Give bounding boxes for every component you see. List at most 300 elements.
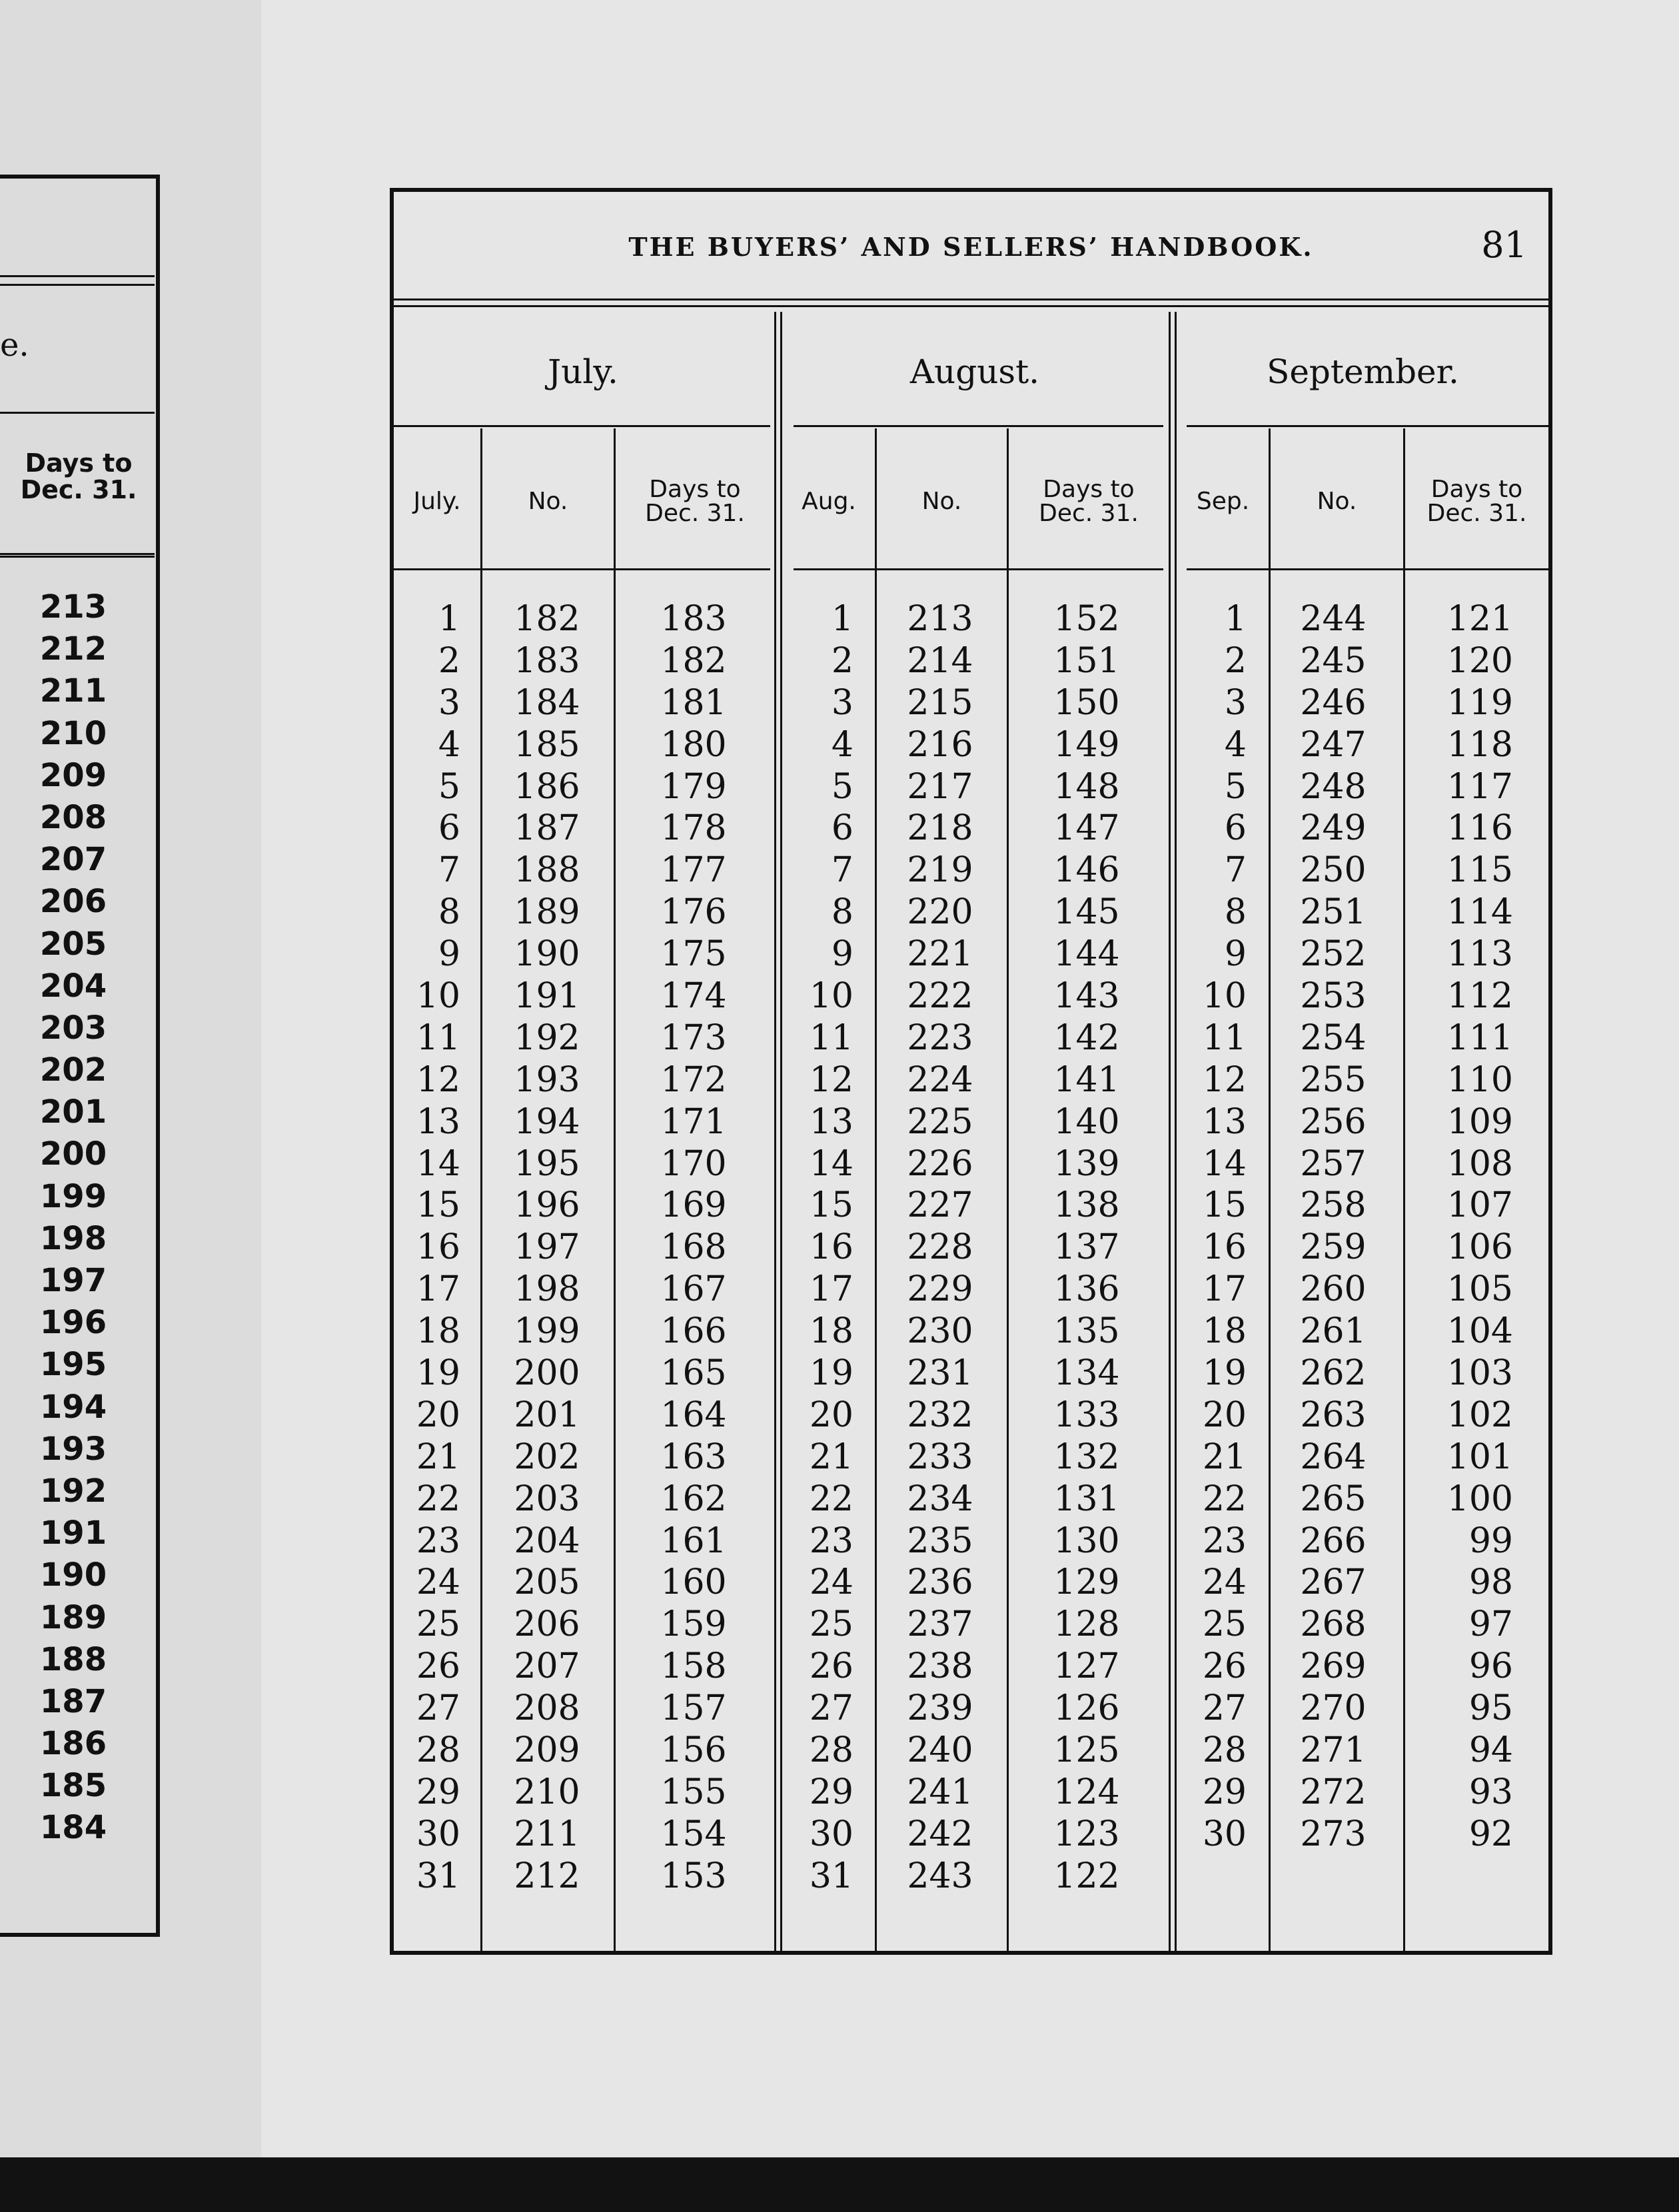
table-cell: 204 xyxy=(39,967,107,1005)
table-cell: 94 xyxy=(1468,1730,1513,1771)
divider xyxy=(0,412,155,414)
table-cell: 200 xyxy=(39,1135,107,1173)
table-cell: 10 xyxy=(416,976,460,1017)
table-cell: 129 xyxy=(1053,1562,1120,1603)
table-cell: 258 xyxy=(1300,1185,1367,1226)
table-cell: 16 xyxy=(416,1227,460,1268)
table-cell: 255 xyxy=(1300,1059,1367,1100)
table-cell: 20 xyxy=(1202,1394,1247,1435)
table-cell: 162 xyxy=(660,1478,727,1519)
table-cell: 1 xyxy=(1224,599,1247,639)
table-cell: 11 xyxy=(809,1017,853,1058)
table-cell: 1 xyxy=(831,599,853,639)
table-cell: 215 xyxy=(907,682,973,723)
table-cell: 141 xyxy=(1053,1059,1120,1100)
table-cell: 107 xyxy=(1446,1185,1513,1226)
table-cell: 11 xyxy=(416,1017,460,1058)
table-cell: 22 xyxy=(1202,1478,1247,1519)
table-cell: 116 xyxy=(1446,808,1513,849)
table-cell: 2 xyxy=(438,640,460,681)
table-cell: 213 xyxy=(39,588,107,626)
table-cell: 4 xyxy=(438,724,460,765)
table-cell: 124 xyxy=(1053,1772,1120,1812)
table-cell: 261 xyxy=(1300,1311,1367,1352)
divider xyxy=(1269,428,1271,1951)
table-cell: 250 xyxy=(1300,850,1367,891)
table-cell: 27 xyxy=(1202,1688,1247,1729)
table-cell: 173 xyxy=(660,1017,727,1058)
september-day-column xyxy=(1180,598,1247,1856)
table-cell: 164 xyxy=(660,1394,727,1435)
table-cell: 5 xyxy=(831,766,853,807)
table-cell: 118 xyxy=(1446,724,1513,765)
table-cell: 222 xyxy=(907,976,973,1017)
table-cell: 251 xyxy=(1300,892,1367,933)
table-cell: 15 xyxy=(416,1185,460,1226)
table-cell: 4 xyxy=(1224,724,1247,765)
table-cell: 2 xyxy=(831,640,853,681)
table-cell: 235 xyxy=(907,1520,973,1561)
table-cell: 176 xyxy=(660,892,727,933)
table-cell: 115 xyxy=(1446,850,1513,891)
table-cell: 206 xyxy=(39,883,107,921)
column-header-days-to-dec31 xyxy=(1405,458,1548,545)
table-cell: 183 xyxy=(660,599,727,639)
column-header-no: No. xyxy=(1317,488,1357,515)
page-number: 81 xyxy=(1481,224,1527,266)
table-cell: 23 xyxy=(809,1520,853,1561)
table-cell: 254 xyxy=(1300,1017,1367,1058)
table-cell: 20 xyxy=(809,1394,853,1435)
table-cell: 271 xyxy=(1300,1730,1367,1771)
table-cell: 198 xyxy=(39,1219,107,1257)
table-cell: 208 xyxy=(39,798,107,836)
table-cell: 13 xyxy=(416,1101,460,1142)
table-cell: 229 xyxy=(907,1269,973,1310)
divider xyxy=(480,428,482,1951)
table-cell: 157 xyxy=(660,1688,727,1729)
table-cell: 112 xyxy=(1446,976,1513,1017)
table-cell: 12 xyxy=(416,1059,460,1100)
table-cell: 111 xyxy=(1446,1017,1513,1058)
table-cell: 2 xyxy=(1224,640,1247,681)
table-cell: 13 xyxy=(1202,1101,1247,1142)
table-cell: 102 xyxy=(1446,1394,1513,1435)
table-cell: 273 xyxy=(1300,1814,1367,1854)
table-cell: 28 xyxy=(416,1730,460,1771)
table-cell: 14 xyxy=(1202,1143,1247,1184)
month-heading-september: September. xyxy=(1267,352,1459,391)
column-header-no: No. xyxy=(921,488,962,515)
table-cell: 159 xyxy=(660,1604,727,1645)
table-cell: 207 xyxy=(39,841,107,879)
table-cell: 211 xyxy=(514,1814,580,1854)
table-cell: 202 xyxy=(514,1436,580,1477)
table-cell: 7 xyxy=(1224,850,1247,891)
table-cell: 152 xyxy=(1053,599,1120,639)
table-cell: 210 xyxy=(514,1772,580,1812)
table-cell: 188 xyxy=(39,1640,107,1678)
table-cell: 236 xyxy=(907,1562,973,1603)
divider xyxy=(1187,568,1548,570)
table-cell: 114 xyxy=(1446,892,1513,933)
table-cell: 219 xyxy=(907,850,973,891)
header-line: Dec. 31. xyxy=(1039,500,1139,527)
table-cell: 31 xyxy=(809,1856,853,1896)
table-cell: 197 xyxy=(514,1227,580,1268)
table-cell: 161 xyxy=(660,1520,727,1561)
table-cell: 166 xyxy=(660,1311,727,1352)
divider xyxy=(0,556,155,558)
table-cell: 21 xyxy=(1202,1436,1247,1477)
calendar-table xyxy=(390,188,1552,1955)
table-cell: 269 xyxy=(1300,1646,1367,1687)
table-cell: 200 xyxy=(514,1353,580,1394)
divider xyxy=(1403,428,1405,1951)
divider xyxy=(1175,312,1177,1951)
table-cell: 17 xyxy=(1202,1269,1247,1310)
table-cell: 8 xyxy=(438,892,460,933)
table-cell: 108 xyxy=(1446,1143,1513,1184)
table-cell: 217 xyxy=(907,766,973,807)
table-cell: 30 xyxy=(1202,1814,1247,1854)
table-cell: 6 xyxy=(438,808,460,849)
table-cell: 98 xyxy=(1468,1562,1513,1603)
table-cell: 95 xyxy=(1468,1688,1513,1729)
table-cell: 196 xyxy=(39,1304,107,1342)
table-cell: 138 xyxy=(1053,1185,1120,1226)
table-cell: 151 xyxy=(1053,640,1120,681)
month-heading-august: August. xyxy=(909,352,1040,391)
table-cell: 184 xyxy=(514,682,580,723)
table-cell: 187 xyxy=(39,1682,107,1720)
table-cell: 29 xyxy=(416,1772,460,1812)
divider xyxy=(394,425,770,427)
divider xyxy=(0,275,155,277)
table-cell: 240 xyxy=(907,1730,973,1771)
table-cell: 209 xyxy=(39,756,107,794)
header-line: Dec. 31. xyxy=(1426,500,1527,527)
table-cell: 185 xyxy=(39,1767,107,1805)
divider xyxy=(394,568,770,570)
table-cell: 230 xyxy=(907,1311,973,1352)
table-cell: 189 xyxy=(39,1598,107,1636)
table-cell: 248 xyxy=(1300,766,1367,807)
table-cell: 194 xyxy=(39,1388,107,1426)
table-cell: 31 xyxy=(416,1856,460,1896)
table-cell: 168 xyxy=(660,1227,727,1268)
table-cell: 221 xyxy=(907,934,973,975)
table-cell: 24 xyxy=(416,1562,460,1603)
table-cell: 144 xyxy=(1053,934,1120,975)
table-cell: 181 xyxy=(660,682,727,723)
table-cell: 92 xyxy=(1468,1814,1513,1854)
table-cell: 137 xyxy=(1053,1227,1120,1268)
table-cell: 272 xyxy=(1300,1772,1367,1812)
header-line: Days to xyxy=(1043,476,1135,503)
table-cell: 117 xyxy=(1446,766,1513,807)
table-cell: 26 xyxy=(1202,1646,1247,1687)
table-cell: 194 xyxy=(514,1101,580,1142)
table-cell: 204 xyxy=(514,1520,580,1561)
table-cell: 185 xyxy=(514,724,580,765)
divider xyxy=(394,298,1548,300)
table-cell: 25 xyxy=(809,1604,853,1645)
table-cell: 182 xyxy=(514,599,580,639)
table-cell: 167 xyxy=(660,1269,727,1310)
table-cell: 202 xyxy=(39,1051,107,1089)
table-cell: 198 xyxy=(514,1269,580,1310)
table-cell: 184 xyxy=(39,1809,107,1847)
divider xyxy=(780,312,782,1951)
table-cell: 7 xyxy=(438,850,460,891)
table-cell: 5 xyxy=(1224,766,1247,807)
table-cell: 191 xyxy=(514,976,580,1017)
table-cell: 128 xyxy=(1053,1604,1120,1645)
table-cell: 140 xyxy=(1053,1101,1120,1142)
table-cell: 211 xyxy=(39,672,107,710)
table-cell: 190 xyxy=(514,934,580,975)
table-cell: 179 xyxy=(660,766,727,807)
table-cell: 19 xyxy=(1202,1353,1247,1394)
table-cell: 205 xyxy=(514,1562,580,1603)
table-cell: 5 xyxy=(438,766,460,807)
table-cell: 27 xyxy=(809,1688,853,1729)
divider xyxy=(1169,312,1171,1951)
divider xyxy=(1007,428,1009,1951)
september-number-column xyxy=(1277,598,1390,1856)
column-header-days-to-dec31 xyxy=(1009,458,1169,545)
table-cell: 10 xyxy=(1202,976,1247,1017)
table-cell: 223 xyxy=(907,1017,973,1058)
table-cell: 126 xyxy=(1053,1688,1120,1729)
table-cell: 106 xyxy=(1446,1227,1513,1268)
table-cell: 232 xyxy=(907,1394,973,1435)
table-cell: 3 xyxy=(438,682,460,723)
table-cell: 203 xyxy=(39,1009,107,1047)
table-cell: 18 xyxy=(809,1311,853,1352)
table-cell: 237 xyxy=(907,1604,973,1645)
table-cell: 14 xyxy=(809,1143,853,1184)
table-cell: 262 xyxy=(1300,1353,1367,1394)
table-cell: 120 xyxy=(1446,640,1513,681)
table-cell: 238 xyxy=(907,1646,973,1687)
left-page-values xyxy=(13,586,133,1850)
table-cell: 6 xyxy=(831,808,853,849)
table-cell: 241 xyxy=(907,1772,973,1812)
table-cell: 19 xyxy=(416,1353,460,1394)
table-cell: 147 xyxy=(1053,808,1120,849)
table-cell: 210 xyxy=(39,714,107,752)
table-cell: 105 xyxy=(1446,1269,1513,1310)
table-cell: 103 xyxy=(1446,1353,1513,1394)
table-cell: 148 xyxy=(1053,766,1120,807)
table-cell: 96 xyxy=(1468,1646,1513,1687)
divider xyxy=(0,553,155,555)
table-cell: 24 xyxy=(1202,1562,1247,1603)
table-cell: 252 xyxy=(1300,934,1367,975)
table-cell: 259 xyxy=(1300,1227,1367,1268)
table-cell: 216 xyxy=(907,724,973,765)
table-cell: 93 xyxy=(1468,1772,1513,1812)
table-cell: 97 xyxy=(1468,1604,1513,1645)
table-cell: 195 xyxy=(514,1143,580,1184)
table-cell: 25 xyxy=(416,1604,460,1645)
table-cell: 9 xyxy=(438,934,460,975)
table-cell: 21 xyxy=(416,1436,460,1477)
table-cell: 101 xyxy=(1446,1436,1513,1477)
column-header-day: Aug. xyxy=(802,488,856,515)
july-number-column xyxy=(490,598,604,1898)
table-cell: 123 xyxy=(1053,1814,1120,1854)
table-cell: 12 xyxy=(1202,1059,1247,1100)
table-cell: 136 xyxy=(1053,1269,1120,1310)
table-cell: 135 xyxy=(1053,1311,1120,1352)
august-days-to-dec31-column xyxy=(1017,598,1157,1898)
table-cell: 113 xyxy=(1446,934,1513,975)
table-cell: 109 xyxy=(1446,1101,1513,1142)
running-header xyxy=(394,192,1548,302)
header-line: Days to xyxy=(25,448,133,478)
divider xyxy=(394,305,1548,307)
table-cell: 205 xyxy=(39,925,107,963)
september-days-to-dec31-column xyxy=(1410,598,1513,1856)
table-cell: 156 xyxy=(660,1730,727,1771)
table-cell: 12 xyxy=(809,1059,853,1100)
table-cell: 165 xyxy=(660,1353,727,1394)
table-cell: 142 xyxy=(1053,1017,1120,1058)
table-cell: 150 xyxy=(1053,682,1120,723)
table-cell: 178 xyxy=(660,808,727,849)
table-cell: 132 xyxy=(1053,1436,1120,1477)
august-day-column xyxy=(787,598,853,1898)
table-cell: 218 xyxy=(907,808,973,849)
table-cell: 6 xyxy=(1224,808,1247,849)
table-cell: 263 xyxy=(1300,1394,1367,1435)
table-cell: 192 xyxy=(514,1017,580,1058)
table-cell: 143 xyxy=(1053,976,1120,1017)
table-cell: 20 xyxy=(416,1394,460,1435)
table-cell: 253 xyxy=(1300,976,1367,1017)
table-cell: 209 xyxy=(514,1730,580,1771)
table-cell: 192 xyxy=(39,1472,107,1510)
table-cell: 228 xyxy=(907,1227,973,1268)
divider xyxy=(1187,425,1548,427)
table-cell: 203 xyxy=(514,1478,580,1519)
table-cell: 17 xyxy=(809,1269,853,1310)
table-cell: 206 xyxy=(514,1604,580,1645)
divider xyxy=(614,428,616,1951)
table-cell: 220 xyxy=(907,892,973,933)
table-cell: 244 xyxy=(1300,599,1367,639)
column-header-day: Sep. xyxy=(1196,488,1250,515)
table-cell: 153 xyxy=(660,1856,727,1896)
table-cell: 188 xyxy=(514,850,580,891)
table-cell: 23 xyxy=(416,1520,460,1561)
table-cell: 256 xyxy=(1300,1101,1367,1142)
table-cell: 249 xyxy=(1300,808,1367,849)
table-cell: 224 xyxy=(907,1059,973,1100)
divider xyxy=(794,568,1163,570)
table-cell: 160 xyxy=(660,1562,727,1603)
table-cell: 247 xyxy=(1300,724,1367,765)
table-cell: 16 xyxy=(809,1227,853,1268)
table-cell: 14 xyxy=(416,1143,460,1184)
table-cell: 175 xyxy=(660,934,727,975)
table-cell: 267 xyxy=(1300,1562,1367,1603)
table-cell: 213 xyxy=(907,599,973,639)
table-cell: 3 xyxy=(831,682,853,723)
column-header-days-to-dec31 xyxy=(616,458,774,545)
table-cell: 226 xyxy=(907,1143,973,1184)
august-number-column xyxy=(883,598,997,1898)
table-cell: 266 xyxy=(1300,1520,1367,1561)
month-heading-july: July. xyxy=(548,352,618,391)
table-cell: 158 xyxy=(660,1646,727,1687)
table-cell: 208 xyxy=(514,1688,580,1729)
table-cell: 9 xyxy=(1224,934,1247,975)
table-cell: 145 xyxy=(1053,892,1120,933)
table-cell: 25 xyxy=(1202,1604,1247,1645)
table-cell: 22 xyxy=(416,1478,460,1519)
table-cell: 134 xyxy=(1053,1353,1120,1394)
table-cell: 139 xyxy=(1053,1143,1120,1184)
divider xyxy=(875,428,877,1951)
table-cell: 149 xyxy=(1053,724,1120,765)
table-cell: 28 xyxy=(809,1730,853,1771)
table-cell: 155 xyxy=(660,1772,727,1812)
table-cell: 270 xyxy=(1300,1688,1367,1729)
table-cell: 187 xyxy=(514,808,580,849)
table-cell: 8 xyxy=(1224,892,1247,933)
table-cell: 257 xyxy=(1300,1143,1367,1184)
table-cell: 196 xyxy=(514,1185,580,1226)
table-cell: 127 xyxy=(1053,1646,1120,1687)
table-cell: 231 xyxy=(907,1353,973,1394)
table-cell: 193 xyxy=(39,1430,107,1468)
table-cell: 239 xyxy=(907,1688,973,1729)
table-cell: 15 xyxy=(1202,1185,1247,1226)
divider xyxy=(794,425,1163,427)
table-cell: 100 xyxy=(1446,1478,1513,1519)
table-cell: 243 xyxy=(907,1856,973,1896)
header-line: Days to xyxy=(1430,476,1523,503)
table-cell: 110 xyxy=(1446,1059,1513,1100)
table-cell: 27 xyxy=(416,1688,460,1729)
table-cell: 207 xyxy=(514,1646,580,1687)
column-header-day: July. xyxy=(413,488,461,515)
table-cell: 28 xyxy=(1202,1730,1247,1771)
table-cell: 26 xyxy=(416,1646,460,1687)
table-cell: 197 xyxy=(39,1262,107,1299)
header-line: Dec. 31. xyxy=(645,500,745,527)
table-cell: 201 xyxy=(514,1394,580,1435)
table-cell: 125 xyxy=(1053,1730,1120,1771)
table-cell: 122 xyxy=(1053,1856,1120,1896)
july-days-to-dec31-column xyxy=(624,598,764,1898)
table-cell: 268 xyxy=(1300,1604,1367,1645)
table-cell: 214 xyxy=(907,640,973,681)
table-cell: 119 xyxy=(1446,682,1513,723)
table-cell: 19 xyxy=(809,1353,853,1394)
table-cell: 7 xyxy=(831,850,853,891)
table-cell: 174 xyxy=(660,976,727,1017)
table-cell: 29 xyxy=(809,1772,853,1812)
table-cell: 3 xyxy=(1224,682,1247,723)
table-cell: 29 xyxy=(1202,1772,1247,1812)
table-cell: 212 xyxy=(514,1856,580,1896)
table-cell: 233 xyxy=(907,1436,973,1477)
